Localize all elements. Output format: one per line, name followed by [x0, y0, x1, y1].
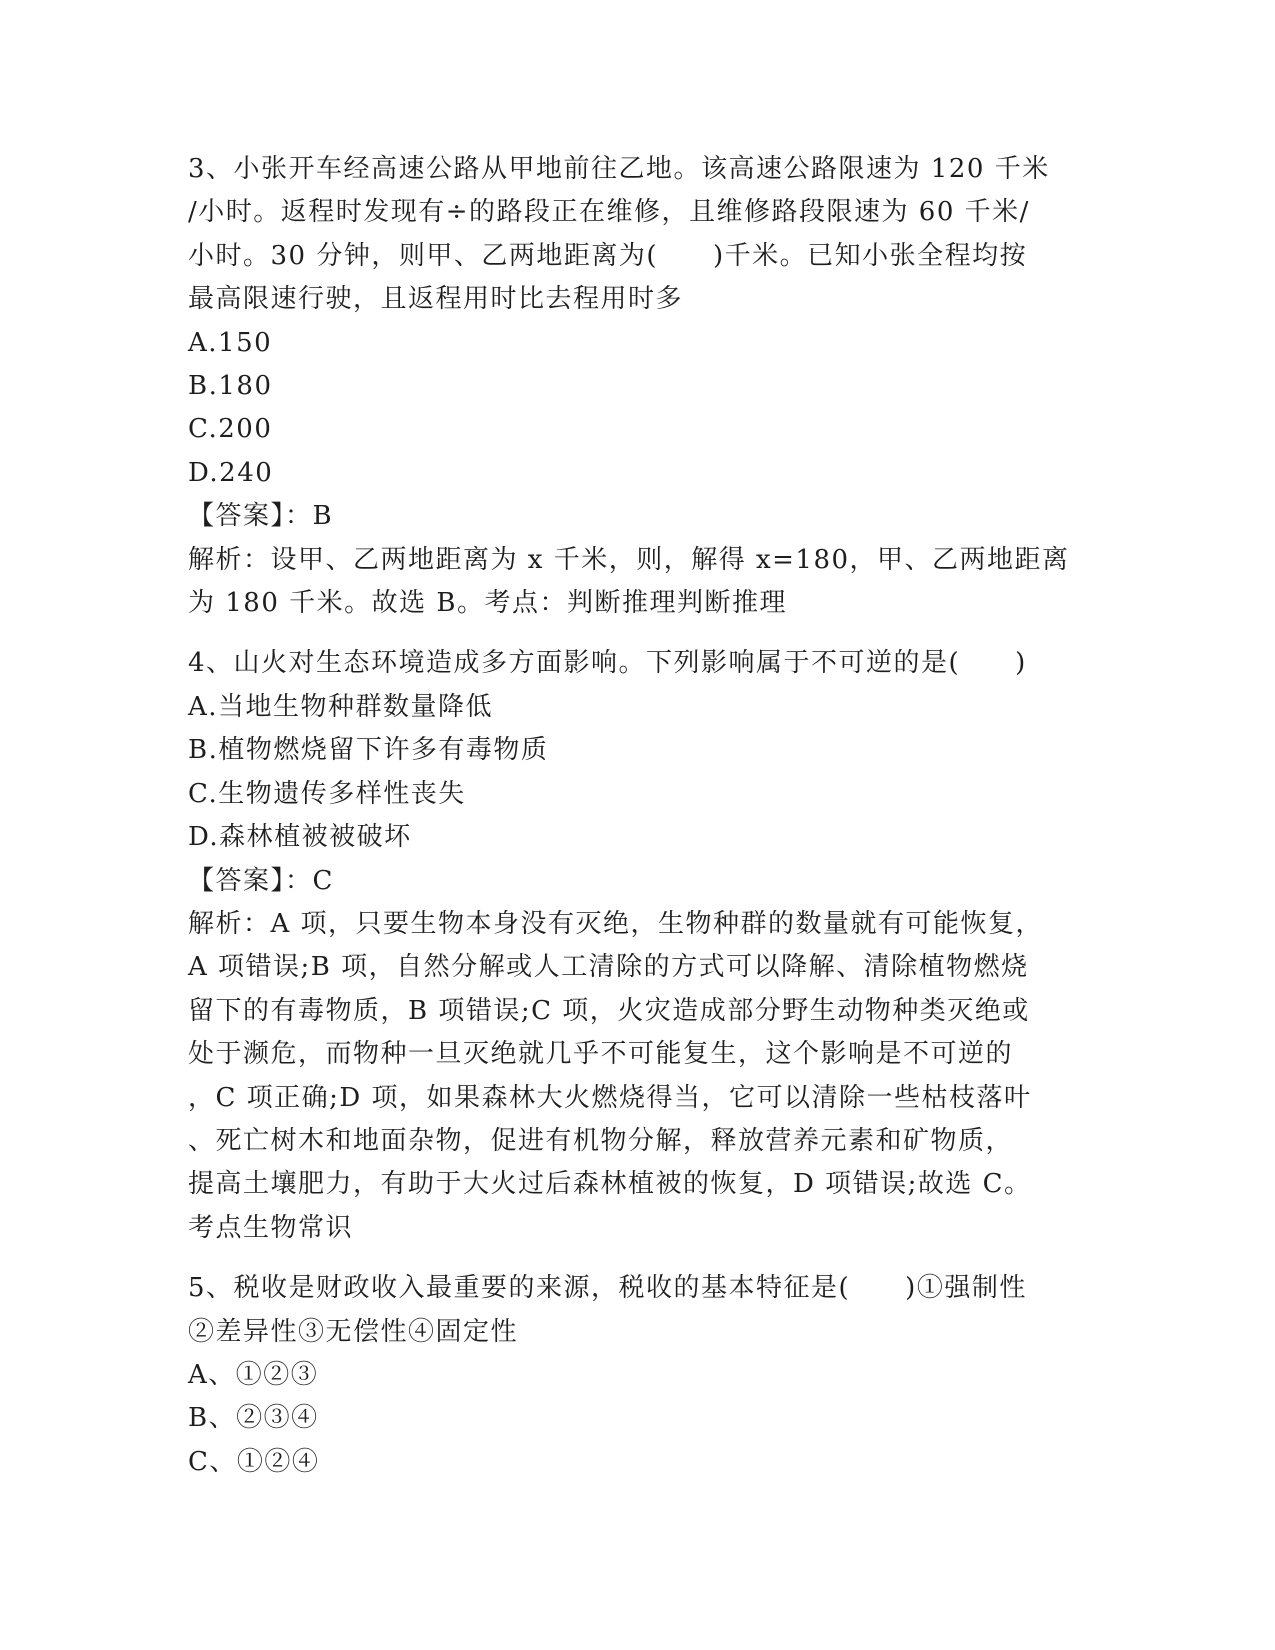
option-b: B、②③④ [188, 1403, 319, 1434]
analysis-line: 解析：A 项，只要生物本身没有灭绝，生物种群的数量就有可能恢复， [188, 908, 1044, 939]
option-c: C.生物遗传多样性丧失 [188, 778, 466, 809]
analysis-line: 留下的有毒物质，B 项错误;C 项，火灾造成部分野生动物种类灭绝或 [188, 995, 1030, 1026]
question-stem-line: /小时。返程时发现有÷的路段正在维修，且维修路段限速为 60 千米/ [188, 197, 1030, 228]
option-d: D.240 [188, 457, 274, 488]
question-3 [188, 148, 1088, 625]
answer-line: 【答案】：C [188, 865, 334, 896]
option-b: B.植物燃烧留下许多有毒物质 [188, 735, 549, 766]
question-stem-line: 4、山火对生态环境造成多方面影响。下列影响属于不可逆的是( ) [188, 648, 1027, 679]
answer-line: 【答案】：B [188, 501, 334, 532]
option-d: D.森林植被被破坏 [188, 822, 412, 853]
option-a: A、①②③ [188, 1359, 319, 1390]
question-stem-line: 5、税收是财政收入最重要的来源，税收的基本特征是( )①强制性 [188, 1273, 1027, 1304]
analysis-line: A 项错误;B 项，自然分解或人工清除的方式可以降解、清除植物燃烧 [188, 952, 1029, 983]
analysis-line: 处于濒危，而物种一旦灭绝就几乎不可能复生，这个影响是不可逆的 [188, 1039, 1014, 1070]
analysis-line: 为 180 千米。故选 B。考点：判断推理判断推理 [188, 588, 788, 619]
analysis-line: 提高土壤肥力，有助于大火过后森林植被的恢复，D 项错误;故选 C。 [188, 1169, 1032, 1200]
analysis-line: 、死亡树木和地面杂物，促进有机物分解，释放营养元素和矿物质， [188, 1125, 1014, 1156]
question-4 [188, 642, 1088, 1250]
option-c: C.200 [188, 414, 273, 445]
question-stem-line: 小时。30 分钟，则甲、乙两地距离为( )千米。已知小张全程均按 [188, 240, 1028, 271]
question-stem-line: 3、小张开车经高速公路从甲地前往乙地。该高速公路限速为 120 千米 [188, 154, 1050, 184]
question-stem-line: 最高限速行驶，且返程用时比去程用时多 [188, 284, 684, 315]
question-stem-line: ②差异性③无偿性④固定性 [188, 1316, 519, 1347]
option-a: A.150 [188, 327, 273, 358]
analysis-line: 考点生物常识 [188, 1212, 354, 1243]
document-content [188, 148, 1088, 1501]
option-b: B.180 [188, 371, 273, 402]
option-a: A.当地生物种群数量降低 [188, 691, 494, 722]
analysis-line: ，C 项正确;D 项，如果森林大火燃烧得当，它可以清除一些枯枝落叶 [188, 1082, 1032, 1113]
analysis-line: 解析：设甲、乙两地距离为 x 千米，则，解得 x=180，甲、乙两地距离 [188, 544, 1070, 575]
question-5 [188, 1267, 1088, 1484]
option-c: C、①②④ [188, 1446, 320, 1477]
